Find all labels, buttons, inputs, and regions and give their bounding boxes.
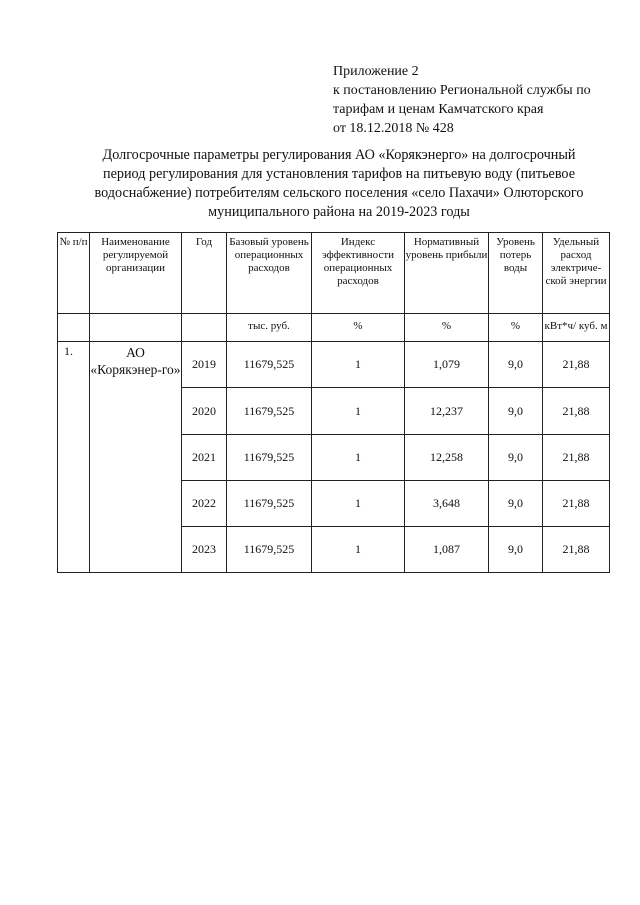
table-row [58, 342, 610, 388]
header-energy-consumption: Удельный расход электриче-ской энергии [543, 233, 610, 314]
unit-profit-level: % [405, 314, 489, 342]
cell-year: 2019 [182, 342, 227, 388]
cell-year: 2021 [182, 435, 227, 481]
header-water-losses: Уровень потерь воды [489, 233, 543, 314]
parameters-table [57, 232, 610, 573]
appendix-header [333, 62, 633, 138]
appendix-line: тарифам и ценам Камчатского края [333, 102, 544, 117]
appendix-line: от 18.12.2018 № 428 [333, 121, 454, 136]
appendix-line: к постановлению Региональной службы по [333, 83, 591, 98]
header-profit-level: Нормативный уровень прибыли [405, 233, 489, 314]
title-line: период регулирования для установления тарифов на питьевую воду (питьевое [102, 166, 576, 182]
cell-base-costs: 11679,525 [227, 388, 312, 435]
cell-water-losses: 9,0 [489, 342, 543, 388]
header-organization: Наименование регулируемой организации [90, 233, 182, 314]
row-number: 1. [58, 342, 90, 573]
cell-year: 2022 [182, 481, 227, 527]
header-base-costs: Базовый уровень операционных расходов [227, 233, 312, 314]
cell-efficiency-index: 1 [312, 388, 405, 435]
cell-efficiency-index: 1 [312, 527, 405, 573]
header-row [58, 233, 610, 314]
organization-name: АО «Корякэнер-го» [90, 342, 182, 573]
cell-year: 2020 [182, 388, 227, 435]
cell-base-costs: 11679,525 [227, 481, 312, 527]
cell-energy-consumption: 21,88 [543, 388, 610, 435]
cell-base-costs: 11679,525 [227, 435, 312, 481]
cell-water-losses: 9,0 [489, 527, 543, 573]
unit-empty [58, 314, 90, 342]
cell-energy-consumption: 21,88 [543, 342, 610, 388]
cell-profit-level: 3,648 [405, 481, 489, 527]
unit-empty [182, 314, 227, 342]
cell-profit-level: 12,258 [405, 435, 489, 481]
title-line: водоснабжение) потребителям сельского поселения «село Пахачи» Олюторского [94, 185, 584, 201]
cell-efficiency-index: 1 [312, 342, 405, 388]
cell-base-costs: 11679,525 [227, 527, 312, 573]
unit-efficiency-index: % [312, 314, 405, 342]
header-num: № п/п [58, 233, 90, 314]
cell-profit-level: 1,079 [405, 342, 489, 388]
cell-profit-level: 1,087 [405, 527, 489, 573]
appendix-line: Приложение 2 [333, 64, 419, 79]
header-efficiency-index: Индекс эффективности операционных расходов [312, 233, 405, 314]
unit-empty [90, 314, 182, 342]
cell-efficiency-index: 1 [312, 435, 405, 481]
cell-base-costs: 11679,525 [227, 342, 312, 388]
cell-water-losses: 9,0 [489, 481, 543, 527]
cell-profit-level: 12,237 [405, 388, 489, 435]
cell-energy-consumption: 21,88 [543, 435, 610, 481]
cell-energy-consumption: 21,88 [543, 481, 610, 527]
header-year: Год [182, 233, 227, 314]
unit-base-costs: тыс. руб. [227, 314, 312, 342]
title-line: муниципального района на 2019-2023 годы [208, 204, 470, 220]
units-row [58, 314, 610, 342]
unit-energy-consumption: кВт*ч/ куб. м [543, 314, 610, 342]
title-line: Долгосрочные параметры регулирования АО «Корякэнерго» на долгосрочный [102, 147, 576, 163]
cell-efficiency-index: 1 [312, 481, 405, 527]
cell-year: 2023 [182, 527, 227, 573]
document-title [50, 146, 628, 222]
cell-water-losses: 9,0 [489, 435, 543, 481]
cell-water-losses: 9,0 [489, 388, 543, 435]
cell-energy-consumption: 21,88 [543, 527, 610, 573]
unit-water-losses: % [489, 314, 543, 342]
